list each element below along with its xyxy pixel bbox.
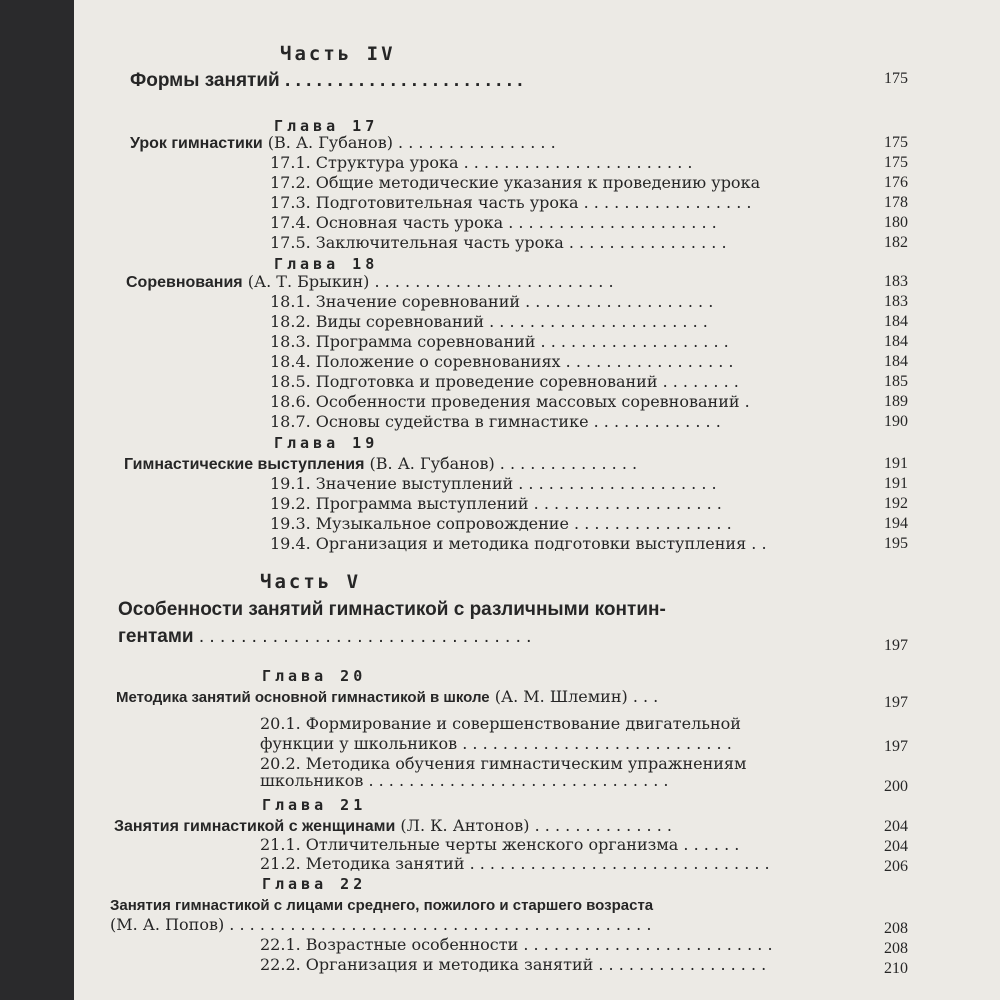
section-20-1-line-2: функции у школьников . . . . . . . . . . . . . . . . . . . . . . . . . . . [260,734,732,753]
section-21-2: 21.2. Методика занятий . . . . . . . . . . . . . . . . . . . . . . . . . . . . . . [260,854,770,873]
section-18-2: 18.2. Виды соревнований . . . . . . . . . . . . . . . . . . . . . . [270,312,708,331]
section-19-2-page: 192 [884,495,908,512]
chapter-20-title: Методика занятий основной гимнастикой в школе (А. М. Шлемин) . . . [116,687,659,706]
section-18-6: 18.6. Особенности проведения массовых соревнований . [270,392,750,411]
section-17-3: 17.3. Подготовительная часть урока . . . . . . . . . . . . . . . . . [270,193,752,212]
section-22-1-page: 208 [884,940,908,957]
toc-page [74,0,1000,1000]
section-17-1: 17.1. Структура урока . . . . . . . . . . . . . . . . . . . . . . . [270,153,693,172]
part-5-page: 197 [884,637,908,654]
section-18-4-page: 184 [884,353,908,370]
chapter-22-page: 208 [884,920,908,937]
section-19-1-page: 191 [884,475,908,492]
chapter-21-label: Глава 21 [262,796,367,814]
section-17-5-page: 182 [884,234,908,251]
section-18-2-page: 184 [884,313,908,330]
chapter-18-page: 183 [884,273,908,290]
section-17-2-page: 176 [884,174,908,191]
section-17-2: 17.2. Общие методические указания к проведению урока [270,173,761,192]
chapter-21-title: Занятия гимнастикой с женщинами (Л. К. Антонов) . . . . . . . . . . . . . . [114,816,672,835]
part-5-title-line-1: Особенности занятий гимнастикой с различными контин- [118,599,666,620]
chapter-19-label: Глава 19 [274,434,379,452]
section-19-1: 19.1. Значение выступлений . . . . . . . . . . . . . . . . . . . . [270,474,717,493]
section-18-3-page: 184 [884,333,908,350]
chapter-22-label: Глава 22 [262,875,367,893]
chapter-17-label: Глава 17 [274,117,379,135]
section-20-2-line-1: 20.2. Методика обучения гимнастическим упражнениям [260,754,747,773]
section-18-1: 18.1. Значение соревнований . . . . . . . . . . . . . . . . . . . [270,292,714,311]
section-17-5: 17.5. Заключительная часть урока . . . . . . . . . . . . . . . . [270,233,727,252]
section-18-7-page: 190 [884,413,908,430]
section-18-1-page: 183 [884,293,908,310]
section-20-1-page: 197 [884,738,908,755]
chapter-18-label: Глава 18 [274,255,379,273]
section-19-3-page: 194 [884,515,908,532]
section-18-3: 18.3. Программа соревнований . . . . . . . . . . . . . . . . . . . [270,332,729,351]
section-17-3-page: 178 [884,194,908,211]
section-18-5-page: 185 [884,373,908,390]
section-21-2-page: 206 [884,858,908,875]
chapter-17-title: Урок гимнастики (В. А. Губанов) . . . . . . . . . . . . . . . . [130,133,556,152]
section-19-3: 19.3. Музыкальное сопровождение . . . . . . . . . . . . . . . . [270,514,732,533]
part-5-label: Часть V [260,571,362,593]
chapter-22-author: (М. А. Попов) . . . . . . . . . . . . . . . . . . . . . . . . . . . . . . . . . . . . . . . . . . [110,915,652,934]
chapter-19-title: Гимнастические выступления (В. А. Губанов) . . . . . . . . . . . . . . [124,454,638,473]
part-4-label: Часть IV [280,43,396,65]
chapter-22-title: Занятия гимнастикой с лицами среднего, пожилого и старшего возраста [110,897,654,914]
section-22-2: 22.2. Организация и методика занятий . . . . . . . . . . . . . . . . . [260,955,767,974]
section-18-7: 18.7. Основы судейства в гимнастике . . . . . . . . . . . . . [270,412,721,431]
part-4-title: Формы занятий . . . . . . . . . . . . . . . . . . . . . . . [130,70,523,91]
section-19-2: 19.2. Программа выступлений . . . . . . . . . . . . . . . . . . . [270,494,722,513]
chapter-18-title: Соревнования (А. Т. Брыкин) . . . . . . . . . . . . . . . . . . . . . . . . [126,272,614,291]
part-5-title-line-2: гентами . . . . . . . . . . . . . . . . . . . . . . . . . . . . . . . . [118,626,532,647]
chapter-17-page: 175 [884,134,908,151]
section-19-4: 19.4. Организация и методика подготовки выступления . . [270,534,767,553]
section-17-4: 17.4. Основная часть урока . . . . . . . . . . . . . . . . . . . . . [270,213,717,232]
section-22-2-page: 210 [884,960,908,977]
section-18-6-page: 189 [884,393,908,410]
chapter-19-page: 191 [884,455,908,472]
section-20-2-page: 200 [884,778,908,795]
section-20-2-line-2: школьников . . . . . . . . . . . . . . . . . . . . . . . . . . . . . . [260,771,669,790]
chapter-20-page: 197 [884,694,908,711]
section-21-1: 21.1. Отличительные черты женского организма . . . . . . [260,835,740,854]
part-4-page: 175 [884,70,908,87]
section-17-4-page: 180 [884,214,908,231]
chapter-20-label: Глава 20 [262,667,367,685]
section-22-1: 22.1. Возрастные особенности . . . . . . . . . . . . . . . . . . . . . . . . . [260,935,773,954]
section-18-4: 18.4. Положение о соревнованиях . . . . . . . . . . . . . . . . . [270,352,734,371]
section-20-1-line-1: 20.1. Формирование и совершенствование двигательной [260,714,741,733]
section-17-1-page: 175 [884,154,908,171]
section-21-1-page: 204 [884,838,908,855]
chapter-21-page: 204 [884,818,908,835]
section-18-5: 18.5. Подготовка и проведение соревнований . . . . . . . . [270,372,739,391]
section-19-4-page: 195 [884,535,908,552]
